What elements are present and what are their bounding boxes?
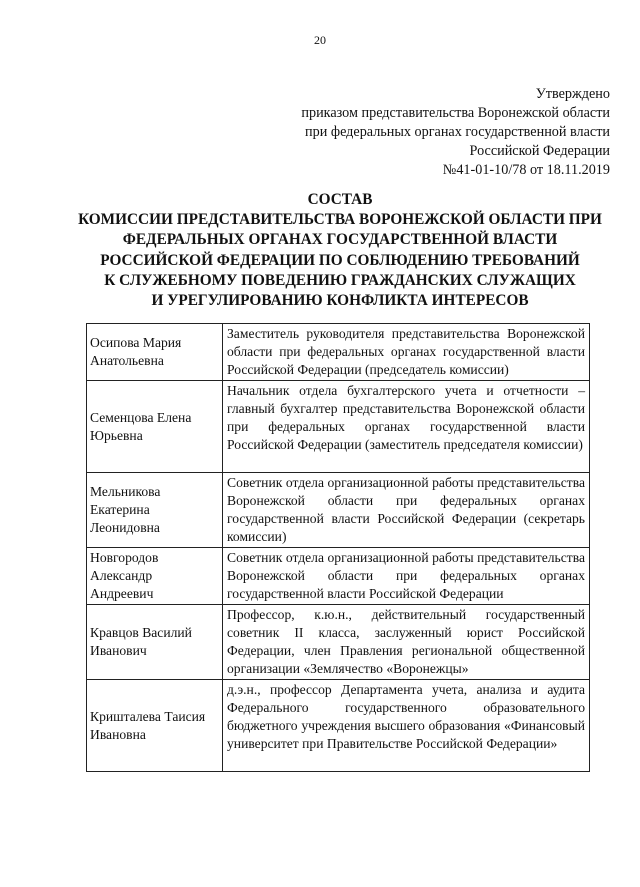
title-line: КОМИССИИ ПРЕДСТАВИТЕЛЬСТВА ВОРОНЕЖСКОЙ ОБЛАСТИ ПРИ xyxy=(78,211,602,229)
approval-line: при федеральных органах государственной власти xyxy=(305,124,610,140)
title-line: СОСТАВ xyxy=(307,191,373,208)
title-line: РОССИЙСКОЙ ФЕДЕРАЦИИ ПО СОБЛЮДЕНИЮ ТРЕБОВАНИЙ xyxy=(100,251,580,269)
title-line: И УРЕГУЛИРОВАНИЮ КОНФЛИКТА ИНТЕРЕСОВ xyxy=(151,292,529,310)
title-line: К СЛУЖЕБНОМУ ПОВЕДЕНИЮ ГРАЖДАНСКИХ СЛУЖАЩИХ xyxy=(104,271,576,289)
member-name: Кравцов Василий Иванович xyxy=(87,605,223,680)
member-role: Профессор, к.ю.н., действительный государственный советник II класса, заслуженный юрист Российской Федерации, член Правления региональной общественной организации «Землячество «Воронежцы» xyxy=(223,605,590,680)
approval-line: приказом представительства Воронежской области xyxy=(301,105,610,121)
approval-line: Утверждено xyxy=(535,86,610,102)
page-number: 20 xyxy=(314,33,326,47)
member-name: Кришталева Таисия Ивановна xyxy=(87,680,223,772)
title-line: ФЕДЕРАЛЬНЫХ ОРГАНАХ ГОСУДАРСТВЕННОЙ ВЛАСТИ xyxy=(122,231,558,249)
table-row xyxy=(87,680,590,772)
member-role: Заместитель руководителя представительства Воронежской области при федеральных органах государственной власти Российской Федерации (председатель комиссии) xyxy=(223,324,590,381)
approval-line: Российской Федерации xyxy=(469,143,610,159)
document-title xyxy=(60,190,620,311)
member-role: Советник отдела организационной работы представительства Воронежской области при федеральных органах государственной власти Российской Федерации (секретарь комиссии) xyxy=(223,473,590,548)
table-row xyxy=(87,324,590,381)
approval-stamp xyxy=(301,85,610,180)
table-row xyxy=(87,381,590,473)
member-name: Семенцова Елена Юрьевна xyxy=(87,381,223,473)
member-name: Новгородов Александр Андреевич xyxy=(87,548,223,605)
member-role: Начальник отдела бухгалтерского учета и отчетности – главный бухгалтер представительства Воронежской области при федеральных органах государственной власти Российской Федерации (заместитель председателя комиссии) xyxy=(223,381,590,473)
member-role: д.э.н., профессор Департамента учета, анализа и аудита Федерального государственного образовательного бюджетного учреждения высшего образования «Финансовый университет при Правительстве Российской Федерации» xyxy=(223,680,590,772)
member-name: Мельникова Екатерина Леонидовна xyxy=(87,473,223,548)
approval-order-number: №41-01-10/78 от 18.11.2019 xyxy=(442,162,610,178)
member-role: Советник отдела организационной работы представительства Воронежской области при федеральных органах государственной власти Российской Федерации xyxy=(223,548,590,605)
member-name: Осипова Мария Анатольевна xyxy=(87,324,223,381)
table-row xyxy=(87,548,590,605)
table-row xyxy=(87,605,590,680)
table-row xyxy=(87,473,590,548)
commission-members-table xyxy=(86,323,590,772)
